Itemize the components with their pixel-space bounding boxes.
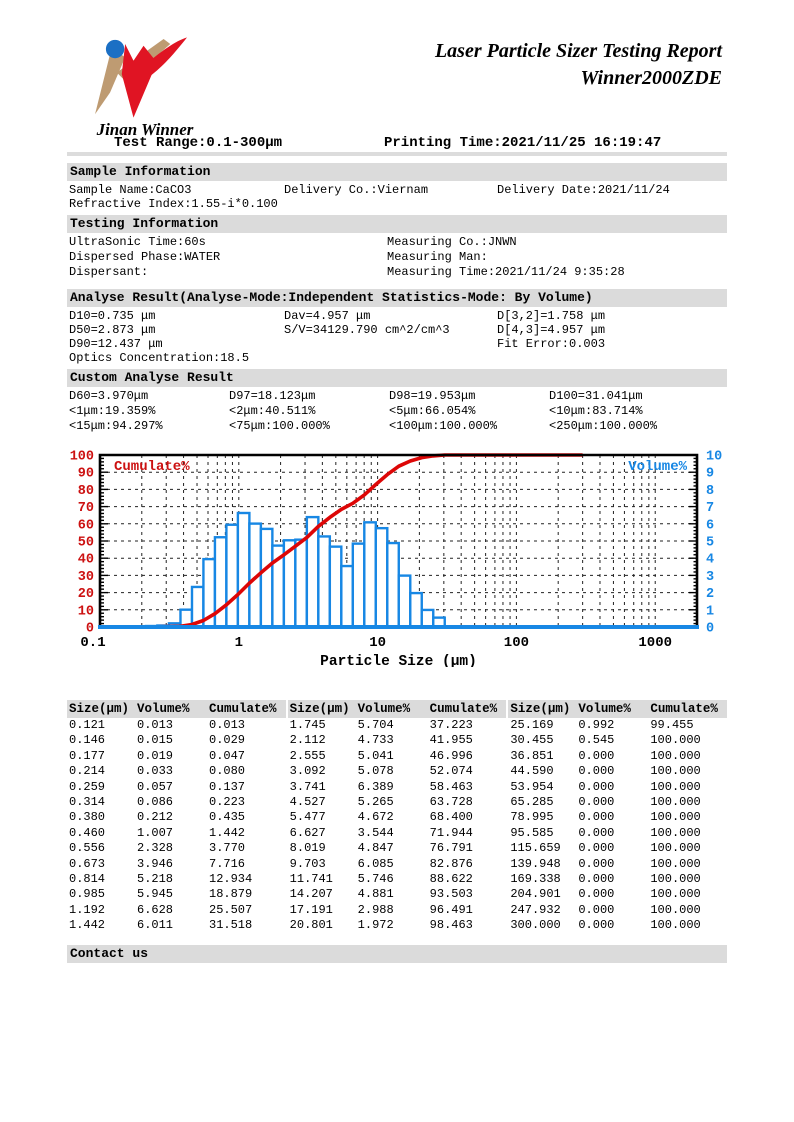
table-cell: 0.000 xyxy=(578,871,615,886)
table-cell: 100.000 xyxy=(650,764,701,779)
table-cell: 5.704 xyxy=(357,718,394,732)
table-cell: 0.000 xyxy=(578,856,615,871)
table-cell: 0.000 xyxy=(578,825,615,840)
left-axis-label: 50 xyxy=(77,535,94,551)
table-row-group xyxy=(288,810,507,825)
x-axis-title: Particle Size (μm) xyxy=(320,654,477,667)
table-cell: 100.000 xyxy=(650,779,701,794)
left-axis-label: 60 xyxy=(77,518,94,534)
table-cell: 5.078 xyxy=(357,764,394,779)
table-row xyxy=(67,733,727,748)
table-cell: 115.659 xyxy=(510,841,561,856)
volume-bar xyxy=(238,513,249,627)
table-cell: 0.673 xyxy=(69,856,106,871)
table-cell: 25.507 xyxy=(209,902,253,917)
table-cell: 0.137 xyxy=(209,779,246,794)
custom-analyse-rows xyxy=(67,387,727,434)
d90-value: D90=12.437 μm xyxy=(69,337,163,351)
table-cell: 0.013 xyxy=(209,718,246,732)
report-subline xyxy=(0,135,794,151)
table-cell: 0.460 xyxy=(69,825,106,840)
table-cell: 4.733 xyxy=(357,733,394,748)
table-cell: 0.015 xyxy=(137,733,174,748)
table-cell: 0.000 xyxy=(578,918,615,933)
table-cell: 99.455 xyxy=(650,718,694,732)
table-row-group xyxy=(288,749,507,764)
table-cell: 2.328 xyxy=(137,841,174,856)
table-cell: 0.380 xyxy=(69,810,106,825)
table-cell: 100.000 xyxy=(650,825,701,840)
size-table-body xyxy=(67,718,727,933)
table-row-group xyxy=(67,733,286,748)
table-cell: 30.455 xyxy=(510,733,554,748)
logo-text: Jinan Winner xyxy=(96,120,194,139)
table-cell: 63.728 xyxy=(429,794,473,809)
table-cell: 88.622 xyxy=(429,871,473,886)
table-cell: 100.000 xyxy=(650,841,701,856)
d50-value: D50=2.873 μm xyxy=(69,323,156,337)
measuring-time: Measuring Time:2021/11/24 9:35:28 xyxy=(387,265,625,279)
table-row-group xyxy=(67,903,286,918)
left-axis-label: 20 xyxy=(77,587,94,603)
left-axis-label: 90 xyxy=(77,466,94,482)
right-axis-label: 9 xyxy=(706,466,715,482)
right-axis-label: 7 xyxy=(706,501,715,517)
table-row-group xyxy=(67,887,286,902)
table-cell: 1.745 xyxy=(289,718,326,732)
table-cell: 20.801 xyxy=(289,918,333,933)
table-cell: 100.000 xyxy=(650,871,701,886)
table-cell: 0.019 xyxy=(137,748,174,763)
table-cell: 68.400 xyxy=(429,810,473,825)
size-table-header xyxy=(67,700,727,718)
table-row-group xyxy=(67,718,286,733)
table-cell: 5.477 xyxy=(289,810,326,825)
table-row-group xyxy=(288,903,507,918)
table-row-group xyxy=(288,795,507,810)
table-cell: 100.000 xyxy=(650,856,701,871)
table-row-group xyxy=(288,780,507,795)
table-row-group xyxy=(508,918,727,933)
table-cell: 7.716 xyxy=(209,856,246,871)
printing-time: Printing Time:2021/11/25 16:19:47 xyxy=(384,135,662,151)
logo-tan-wedge xyxy=(95,47,125,114)
report-title-line1: Laser Particle Sizer Testing Report xyxy=(434,40,722,62)
table-cell: 100.000 xyxy=(650,733,701,748)
table-cell: 0.985 xyxy=(69,887,106,902)
left-axis-label: 40 xyxy=(77,552,94,568)
table-cell: 2.112 xyxy=(289,733,326,748)
table-cell: 98.463 xyxy=(429,918,473,933)
table-cell: 78.995 xyxy=(510,810,554,825)
table-row-group xyxy=(67,872,286,887)
col-volume: Volume% xyxy=(357,702,411,716)
testing-info-rows xyxy=(67,233,727,280)
col-volume: Volume% xyxy=(137,702,190,716)
table-cell: 1.972 xyxy=(357,918,394,933)
col-size: Size(μm) xyxy=(69,702,130,716)
table-cell: 4.847 xyxy=(357,841,394,856)
table-cell: 76.791 xyxy=(429,841,473,856)
logo-blue-dot xyxy=(106,40,124,58)
table-cell: 96.491 xyxy=(429,902,473,917)
table-cell: 300.000 xyxy=(510,918,561,933)
table-cell: 58.463 xyxy=(429,779,473,794)
table-cell: 1.442 xyxy=(69,918,106,933)
table-cell: 139.948 xyxy=(510,856,561,871)
table-cell: 204.901 xyxy=(510,887,561,902)
under-5um: <5μm:66.054% xyxy=(389,404,476,418)
table-cell: 0.177 xyxy=(69,748,106,763)
volume-bar xyxy=(353,544,364,627)
left-axis-label: 80 xyxy=(77,483,94,499)
fit-error: Fit Error:0.003 xyxy=(497,337,606,351)
table-cell: 5.041 xyxy=(357,748,394,763)
cumulate-legend: Cumulate% xyxy=(114,459,190,475)
volume-bar xyxy=(422,610,433,627)
table-row-group xyxy=(508,718,727,733)
table-row xyxy=(67,872,727,887)
d10-value: D10=0.735 μm xyxy=(69,309,156,323)
report-body xyxy=(67,163,727,963)
table-row xyxy=(67,826,727,841)
table-cell: 18.879 xyxy=(209,887,253,902)
table-row xyxy=(67,718,727,733)
table-row-group xyxy=(508,857,727,872)
x-axis-label: 1000 xyxy=(638,635,673,651)
table-cell: 0.047 xyxy=(209,748,246,763)
volume-legend: Volume% xyxy=(628,459,687,475)
table-cell: 36.851 xyxy=(510,748,554,763)
table-row-group xyxy=(288,887,507,902)
table-row-group xyxy=(67,810,286,825)
table-row-group xyxy=(288,872,507,887)
left-axis-label: 100 xyxy=(69,449,94,465)
table-cell: 0.435 xyxy=(209,810,246,825)
measuring-man: Measuring Man: xyxy=(387,250,488,264)
table-cell: 0.000 xyxy=(578,902,615,917)
table-cell: 44.590 xyxy=(510,764,554,779)
table-cell: 3.092 xyxy=(289,764,326,779)
col-cumulate: Cumulate% xyxy=(209,702,277,716)
table-cell: 14.207 xyxy=(289,887,333,902)
table-row-group xyxy=(508,826,727,841)
right-axis-label: 1 xyxy=(706,604,715,620)
table-row-group xyxy=(288,764,507,779)
right-axis-label: 8 xyxy=(706,483,715,499)
table-row xyxy=(67,918,727,933)
table-cell: 12.934 xyxy=(209,871,253,886)
table-row-group xyxy=(508,749,727,764)
table-cell: 71.944 xyxy=(429,825,473,840)
table-cell: 100.000 xyxy=(650,794,701,809)
left-axis-label: 10 xyxy=(77,604,94,620)
table-cell: 4.672 xyxy=(357,810,394,825)
ultrasonic-time: UltraSonic Time:60s xyxy=(69,235,206,249)
volume-bar xyxy=(318,536,329,627)
table-cell: 17.191 xyxy=(289,902,333,917)
dispersed-phase: Dispersed Phase:WATER xyxy=(69,250,221,264)
table-row-group xyxy=(288,733,507,748)
left-axis-label: 0 xyxy=(85,621,94,637)
analyse-result-rows xyxy=(67,307,727,365)
table-header-group xyxy=(67,700,286,718)
table-cell: 25.169 xyxy=(510,718,554,732)
table-row-group xyxy=(67,749,286,764)
table-row-group xyxy=(508,872,727,887)
col-cumulate: Cumulate% xyxy=(650,702,718,716)
table-cell: 41.955 xyxy=(429,733,473,748)
table-row-group xyxy=(67,780,286,795)
table-cell: 4.527 xyxy=(289,794,326,809)
table-cell: 3.770 xyxy=(209,841,246,856)
table-row-group xyxy=(508,903,727,918)
table-row xyxy=(67,857,727,872)
right-axis-label: 10 xyxy=(706,449,723,465)
table-cell: 247.932 xyxy=(510,902,561,917)
table-row xyxy=(67,780,727,795)
d60-value: D60=3.970μm xyxy=(69,389,149,403)
table-cell: 0.214 xyxy=(69,764,106,779)
volume-bar xyxy=(387,543,398,627)
table-cell: 0.545 xyxy=(578,733,615,748)
right-axis-label: 6 xyxy=(706,518,715,534)
sample-info-rows xyxy=(67,181,727,211)
section-analyse-result: Analyse Result(Analyse-Mode:Independent Statistics-Mode: By Volume) xyxy=(67,289,727,307)
section-custom-analyse-result: Custom Analyse Result xyxy=(67,369,727,387)
test-range: Test Range:0.1-300μm xyxy=(114,135,283,151)
table-cell: 100.000 xyxy=(650,887,701,902)
divider-rule xyxy=(67,152,727,156)
right-axis-label: 3 xyxy=(706,569,715,585)
report-title xyxy=(435,38,722,92)
table-cell: 0.000 xyxy=(578,794,615,809)
col-cumulate: Cumulate% xyxy=(429,702,498,716)
refractive-index: Refractive Index:1.55-i*0.100 xyxy=(69,197,278,211)
table-row-group xyxy=(508,795,727,810)
table-row-group xyxy=(508,733,727,748)
under-1um: <1μm:19.359% xyxy=(69,404,156,418)
table-cell: 1.192 xyxy=(69,902,106,917)
table-row xyxy=(67,841,727,856)
table-cell: 0.814 xyxy=(69,871,106,886)
table-cell: 6.011 xyxy=(137,918,174,933)
section-sample-information: Sample Information xyxy=(67,163,727,181)
table-cell: 6.628 xyxy=(137,902,174,917)
table-row-group xyxy=(67,795,286,810)
table-cell: 0.000 xyxy=(578,764,615,779)
section-contact-us: Contact us xyxy=(67,945,727,963)
volume-bar xyxy=(295,540,306,627)
table-cell: 0.314 xyxy=(69,794,106,809)
table-cell: 9.703 xyxy=(289,856,326,871)
optics-concentration: Optics Concentration:18.5 xyxy=(69,351,250,365)
table-cell: 46.996 xyxy=(429,748,473,763)
table-cell: 100.000 xyxy=(650,918,701,933)
under-250um: <250μm:100.000% xyxy=(549,419,658,433)
table-cell: 2.555 xyxy=(289,748,326,763)
table-cell: 6.627 xyxy=(289,825,326,840)
table-row-group xyxy=(288,826,507,841)
table-cell: 8.019 xyxy=(289,841,326,856)
table-row-group xyxy=(67,841,286,856)
table-row-group xyxy=(288,718,507,733)
volume-bar xyxy=(226,525,237,627)
volume-bar xyxy=(341,566,352,627)
table-cell: 100.000 xyxy=(650,810,701,825)
table-row-group xyxy=(288,841,507,856)
table-row-group xyxy=(288,857,507,872)
col-size: Size(μm) xyxy=(510,702,571,716)
table-cell: 52.074 xyxy=(429,764,473,779)
table-row xyxy=(67,810,727,825)
table-row xyxy=(67,749,727,764)
col-volume: Volume% xyxy=(578,702,631,716)
table-cell: 0.086 xyxy=(137,794,174,809)
company-logo xyxy=(80,34,192,126)
x-axis-label: 1 xyxy=(234,635,244,651)
table-row xyxy=(67,764,727,779)
d98-value: D98=19.953μm xyxy=(389,389,476,403)
table-cell: 100.000 xyxy=(650,902,701,917)
dispersant: Dispersant: xyxy=(69,265,149,279)
table-row xyxy=(67,903,727,918)
sv-value: S/V=34129.790 cm^2/cm^3 xyxy=(284,323,450,337)
table-row-group xyxy=(67,857,286,872)
d97-value: D97=18.123μm xyxy=(229,389,316,403)
table-row xyxy=(67,887,727,902)
table-cell: 2.988 xyxy=(357,902,394,917)
table-cell: 1.442 xyxy=(209,825,246,840)
under-2um: <2μm:40.511% xyxy=(229,404,316,418)
table-cell: 0.000 xyxy=(578,887,615,902)
right-axis-label: 2 xyxy=(706,587,715,603)
table-cell: 0.000 xyxy=(578,748,615,763)
under-10um: <10μm:83.714% xyxy=(549,404,643,418)
volume-bar xyxy=(376,528,387,627)
table-row-group xyxy=(508,810,727,825)
table-cell: 93.503 xyxy=(429,887,473,902)
table-cell: 4.881 xyxy=(357,887,394,902)
right-axis-label: 4 xyxy=(706,552,715,568)
table-cell: 0.029 xyxy=(209,733,246,748)
delivery-co: Delivery Co.:Viernam xyxy=(284,183,429,197)
table-cell: 5.746 xyxy=(357,871,394,886)
table-cell: 169.338 xyxy=(510,871,561,886)
table-row-group xyxy=(288,918,507,933)
table-cell: 100.000 xyxy=(650,748,701,763)
table-cell: 6.389 xyxy=(357,779,394,794)
table-cell: 5.265 xyxy=(357,794,394,809)
table-row-group xyxy=(67,826,286,841)
table-header-group xyxy=(508,700,727,718)
table-cell: 0.146 xyxy=(69,733,106,748)
table-cell: 95.585 xyxy=(510,825,554,840)
sample-name: Sample Name:CaCO3 xyxy=(69,183,192,197)
table-cell: 37.223 xyxy=(429,718,473,732)
table-cell: 0.000 xyxy=(578,810,615,825)
table-row-group xyxy=(67,764,286,779)
table-row-group xyxy=(508,841,727,856)
table-row-group xyxy=(508,764,727,779)
size-table xyxy=(67,700,727,933)
under-100um: <100μm:100.000% xyxy=(389,419,498,433)
under-15um: <15μm:94.297% xyxy=(69,419,163,433)
table-cell: 53.954 xyxy=(510,779,554,794)
table-cell: 11.741 xyxy=(289,871,333,886)
table-cell: 0.013 xyxy=(137,718,174,732)
table-cell: 3.544 xyxy=(357,825,394,840)
dav-value: Dav=4.957 μm xyxy=(284,309,371,323)
table-cell: 0.033 xyxy=(137,764,174,779)
d100-value: D100=31.041μm xyxy=(549,389,643,403)
table-cell: 0.000 xyxy=(578,779,615,794)
d32-value: D[3,2]=1.758 μm xyxy=(497,309,606,323)
volume-bar xyxy=(330,547,341,627)
x-axis-label: 100 xyxy=(503,635,530,651)
section-testing-information: Testing Information xyxy=(67,215,727,233)
table-cell: 0.057 xyxy=(137,779,174,794)
report-title-line2: Winner2000ZDE xyxy=(580,67,722,89)
table-cell: 0.992 xyxy=(578,718,615,732)
volume-bar xyxy=(261,529,272,627)
table-cell: 65.285 xyxy=(510,794,554,809)
measuring-co: Measuring Co.:JNWN xyxy=(387,235,517,249)
table-cell: 0.121 xyxy=(69,718,106,732)
table-cell: 3.946 xyxy=(137,856,174,871)
table-cell: 0.212 xyxy=(137,810,174,825)
under-75um: <75μm:100.000% xyxy=(229,419,330,433)
table-cell: 1.007 xyxy=(137,825,174,840)
table-cell: 5.945 xyxy=(137,887,174,902)
table-cell: 6.085 xyxy=(357,856,394,871)
table-cell: 5.218 xyxy=(137,871,174,886)
x-axis-label: 10 xyxy=(369,635,387,651)
x-axis-label: 0.1 xyxy=(80,635,106,651)
table-cell: 0.080 xyxy=(209,764,246,779)
col-size: Size(μm) xyxy=(289,702,350,716)
right-axis-label: 5 xyxy=(706,535,715,551)
table-cell: 0.000 xyxy=(578,841,615,856)
volume-bar xyxy=(364,522,375,627)
delivery-date: Delivery Date:2021/11/24 xyxy=(497,183,670,197)
volume-bar xyxy=(399,576,410,627)
table-cell: 0.223 xyxy=(209,794,246,809)
table-header-group xyxy=(288,700,507,718)
volume-bar xyxy=(410,593,421,627)
table-row xyxy=(67,795,727,810)
table-cell: 82.876 xyxy=(429,856,473,871)
right-axis-label: 0 xyxy=(706,621,715,637)
table-cell: 31.518 xyxy=(209,918,253,933)
table-row-group xyxy=(67,918,286,933)
table-cell: 0.556 xyxy=(69,841,106,856)
table-row-group xyxy=(508,887,727,902)
particle-chart xyxy=(60,449,740,667)
d43-value: D[4,3]=4.957 μm xyxy=(497,323,606,337)
table-cell: 0.259 xyxy=(69,779,106,794)
left-axis-label: 30 xyxy=(77,569,94,585)
table-row-group xyxy=(508,780,727,795)
left-axis-label: 70 xyxy=(77,501,94,517)
table-cell: 3.741 xyxy=(289,779,326,794)
chart-container xyxy=(60,449,727,672)
